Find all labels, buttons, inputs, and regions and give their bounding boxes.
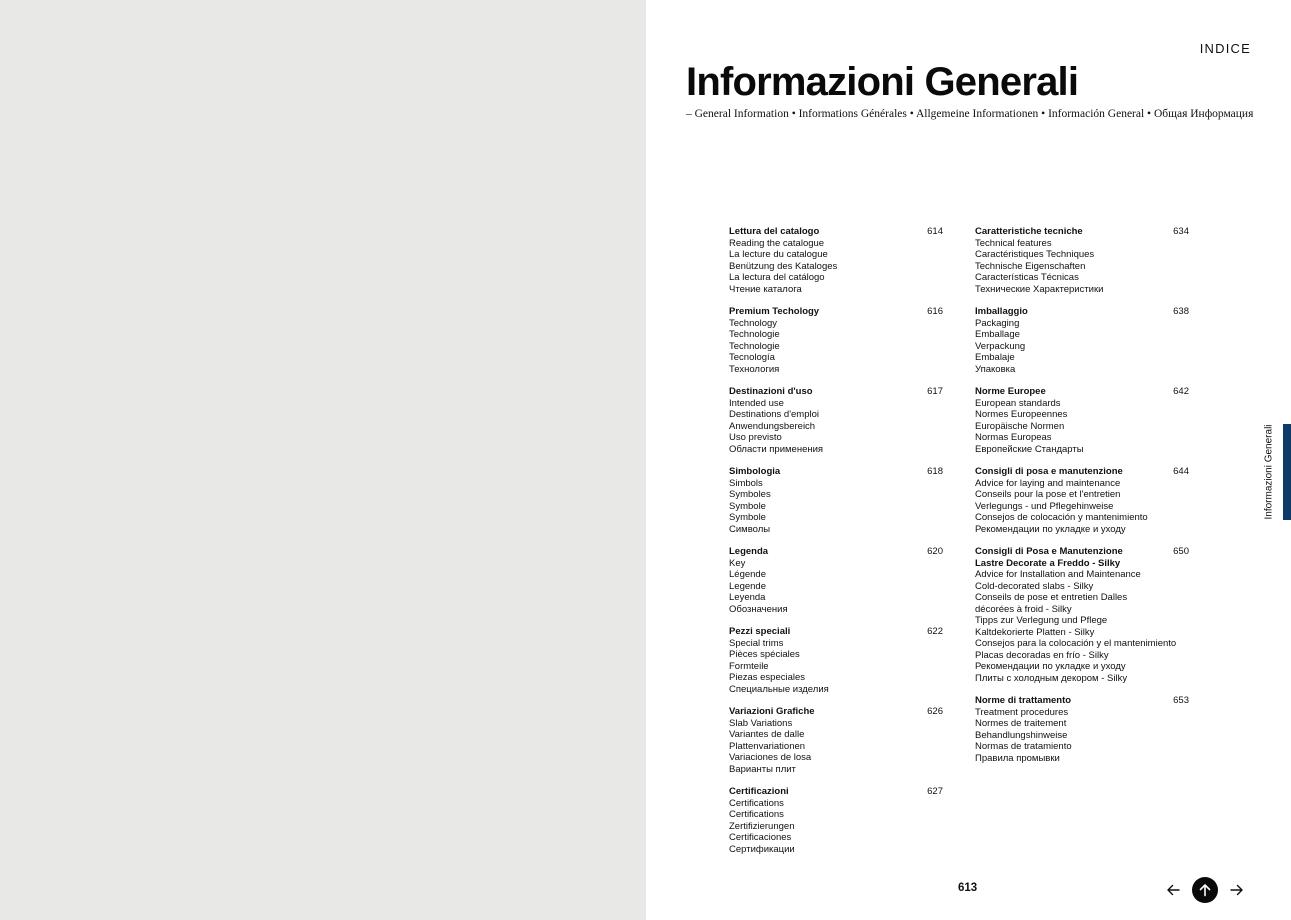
toc-entry[interactable]	[975, 695, 1189, 764]
toc-entry-title: Consigli di Posa e Manutenzione	[975, 546, 1123, 557]
toc-entry-translation: Плиты с холодным декором - Silky	[975, 672, 1128, 684]
toc-entry-translation: Чтение каталога	[729, 283, 802, 295]
toc-entry[interactable]	[729, 626, 943, 695]
toc-entry-translation: Caractéristiques Techniques	[975, 249, 1095, 260]
toc-entry-title: Variazioni Grafiche	[729, 706, 815, 717]
toc-entry-translation: Normes Europeennes	[975, 409, 1068, 420]
toc-entry-translation: Zertifizierungen	[729, 820, 795, 832]
toc-entry-translation: Kaltdekorierte Platten - Silky	[975, 626, 1095, 638]
toc-entry-translation: Cold-decorated slabs - Silky	[975, 580, 1094, 592]
toc-entry-translation: Technical features	[975, 237, 1052, 249]
toc-entry-translation: Symboles	[729, 489, 771, 500]
toc-entry-translation: Обозначения	[729, 603, 788, 615]
toc-entry-translation: Slab Variations	[729, 717, 793, 729]
toc-entry-translation: Рекомендации по укладке и уходу	[975, 661, 1126, 672]
back-to-top-button[interactable]	[1192, 877, 1218, 903]
toc-entry-translation: Normas Europeas	[975, 432, 1052, 443]
toc-entry-page: 618	[927, 466, 943, 477]
toc-entry-page: 642	[1173, 386, 1189, 397]
toc-entry-page: 617	[927, 386, 943, 397]
toc-entry-translation: Symbole	[729, 512, 766, 523]
toc-entry-translation: Consejos para la colocación y el mantenimiento	[975, 638, 1177, 649]
arrow-up-icon	[1198, 883, 1212, 897]
toc-entry-translation: Technologie	[729, 340, 780, 352]
arrow-right-icon	[1230, 883, 1244, 897]
toc-entry-translation: Технические Характеристики	[975, 283, 1104, 295]
toc-entry-translation: Tipps zur Verlegung und Pflege	[975, 615, 1108, 626]
toc-entry-translation: Рекомендации по укладке и уходу	[975, 523, 1126, 535]
toc-entry-translation: European standards	[975, 397, 1061, 409]
toc-entry-translation: Certificaciones	[729, 832, 792, 843]
toc-entry-translation: Intended use	[729, 397, 784, 409]
toc-entry-translation: Технология	[729, 363, 780, 375]
toc-entry-translation: Behandlungshinweise	[975, 729, 1068, 741]
next-page-button[interactable]	[1224, 877, 1250, 903]
toc-entry-translation: Leyenda	[729, 592, 766, 603]
toc-entry[interactable]	[975, 546, 1189, 684]
toc-entry-translation: Anwendungsbereich	[729, 420, 816, 432]
toc-column-right	[975, 226, 1189, 775]
toc-entry-translation: Символы	[729, 523, 771, 535]
toc-entry[interactable]	[975, 226, 1189, 295]
toc-entry-translation: Technologie	[729, 329, 780, 340]
toc-entry-translation: Plattenvariationen	[729, 740, 806, 752]
toc-entry-translation: Emballage	[975, 329, 1020, 340]
toc-entry-translation: Technische Eigenschaften	[975, 260, 1086, 272]
toc-entry-translation: Piezas especiales	[729, 672, 806, 683]
toc-entry-translation: Pièces spéciales	[729, 649, 800, 660]
toc-entry-translation: Destinations d'emploi	[729, 409, 819, 420]
toc-entry-title: Certificazioni	[729, 786, 789, 797]
toc-entry-translation: Consejos de colocación y mantenimiento	[975, 512, 1148, 523]
previous-page-button[interactable]	[1160, 877, 1186, 903]
toc-column-left	[729, 226, 943, 866]
toc-entry-translation: Légende	[729, 569, 766, 580]
toc-entry-page: 620	[927, 546, 943, 557]
toc-entry-title: Simbologia	[729, 466, 781, 477]
toc-entry-title: Lastre Decorate a Freddo - Silky	[975, 557, 1121, 569]
toc-entry-title: Premium Techology	[729, 306, 820, 317]
toc-entry-page: 616	[927, 306, 943, 317]
side-tab-marker	[1283, 424, 1291, 520]
toc-entry-translation: Uso previsto	[729, 432, 782, 443]
toc-entry-translation: Packaging	[975, 317, 1020, 329]
toc-entry[interactable]	[975, 386, 1189, 455]
side-tab-label: Informazioni Generali	[1263, 424, 1275, 520]
toc-entry-translation: Benützung des Kataloges	[729, 260, 838, 272]
toc-entry-translation: Características Técnicas	[975, 272, 1079, 283]
toc-entry-translation: Специальные изделия	[729, 683, 829, 695]
toc-entry-title: Caratteristiche tecniche	[975, 226, 1083, 237]
toc-entry-page: 634	[1173, 226, 1189, 237]
page-number: 613	[958, 882, 978, 894]
toc-entry-translation: Special trims	[729, 637, 784, 649]
toc-entry-title: Pezzi speciali	[729, 626, 791, 637]
toc-entry-page: 638	[1173, 306, 1189, 317]
toc-entry-title: Imballaggio	[975, 306, 1028, 317]
toc-entry-translation: Variantes de dalle	[729, 729, 805, 740]
toc-entry-translation: Placas decoradas en frío - Silky	[975, 649, 1109, 661]
toc-entry-translation: La lectura del catálogo	[729, 272, 825, 283]
toc-entry-translation: Европейские Стандарты	[975, 443, 1084, 455]
toc-entry-page: 644	[1173, 466, 1189, 477]
toc-entry[interactable]	[729, 466, 943, 535]
toc-entry-translation: Reading the catalogue	[729, 237, 825, 249]
toc-entry-translation: Упаковка	[975, 363, 1016, 375]
toc-entry-translation: Legende	[729, 580, 766, 592]
toc-entry-translation: Advice for Installation and Maintenance	[975, 569, 1141, 580]
toc-entry-page: 653	[1173, 695, 1189, 706]
toc-entry[interactable]	[975, 306, 1189, 375]
toc-entry-translation: Normas de tratamiento	[975, 741, 1072, 752]
toc-entry-title: Lettura del catalogo	[729, 226, 820, 237]
toc-entry-title: Destinazioni d'uso	[729, 386, 813, 397]
toc-entry[interactable]	[729, 386, 943, 455]
toc-entry[interactable]	[729, 786, 943, 855]
toc-entry-translation: Technology	[729, 317, 778, 329]
toc-entry-page: 627	[927, 786, 943, 797]
page-title: Informazioni Generali	[686, 60, 1079, 104]
toc-entry-translation: Symbole	[729, 500, 766, 512]
toc-entry-page: 650	[1173, 546, 1189, 557]
toc-entry-title: Legenda	[729, 546, 769, 557]
toc-entry-translation: Formteile	[729, 660, 769, 672]
toc-entry-translation: La lecture du catalogue	[729, 249, 828, 260]
page-subtitle: – General Information • Informations Générales • Allgemeine Informationen • Información General • Общая Информация	[686, 108, 1254, 120]
toc-entry-translation: Области применения	[729, 443, 824, 455]
toc-entry-translation: Certifications	[729, 809, 784, 820]
toc-entry-translation: Treatment procedures	[975, 706, 1069, 718]
toc-entry-translation: Сертификации	[729, 843, 795, 855]
index-link[interactable]: INDICE	[1199, 41, 1251, 56]
toc-entry-title: Consigli di posa e manutenzione	[975, 466, 1123, 477]
toc-entry-translation: Embalaje	[975, 352, 1015, 363]
toc-entry-translation: Tecnología	[729, 352, 775, 363]
toc-entry-page: 622	[927, 626, 943, 637]
toc-entry[interactable]	[729, 306, 943, 375]
toc-entry-translation: Normes de traitement	[975, 718, 1067, 729]
toc-entry-page: 626	[927, 706, 943, 717]
toc-entry-translation: Advice for laying and maintenance	[975, 477, 1121, 489]
toc-entry[interactable]	[729, 546, 943, 615]
toc-entry-page: 614	[927, 226, 943, 237]
arrow-left-icon	[1166, 883, 1180, 897]
toc-entry[interactable]	[729, 226, 943, 295]
toc-entry-title: Norme di trattamento	[975, 695, 1072, 706]
toc-entry[interactable]	[975, 466, 1189, 535]
toc-entry-translation: Europäische Normen	[975, 420, 1065, 432]
toc-entry-translation: Certifications	[729, 797, 784, 809]
toc-entry-translation: Variaciones de losa	[729, 752, 812, 763]
toc-entry-translation: Verlegungs - und Pflegehinweise	[975, 500, 1114, 512]
toc-entry-translation: décorées à froid - Silky	[975, 603, 1072, 615]
toc-entry-translation: Conseils pour la pose et l'entretien	[975, 489, 1121, 500]
toc-entry-translation: Simbols	[729, 477, 763, 489]
toc-entry-translation: Verpackung	[975, 340, 1026, 352]
toc-entry-title: Norme Europee	[975, 386, 1046, 397]
toc-entry[interactable]	[729, 706, 943, 775]
toc-entry-translation: Conseils de pose et entretien Dalles	[975, 592, 1128, 603]
toc-entry-translation: Key	[729, 557, 746, 569]
toc-entry-translation: Правила промывки	[975, 752, 1060, 764]
toc-entry-translation: Варианты плит	[729, 763, 796, 775]
